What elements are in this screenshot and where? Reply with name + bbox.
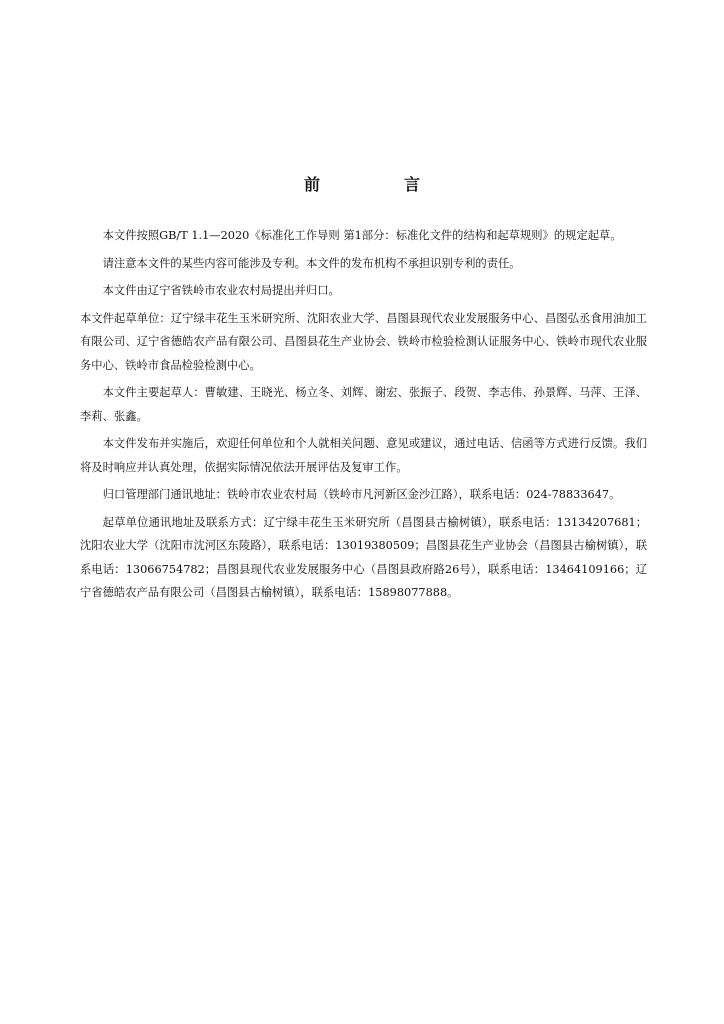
paragraph-drafting-units: 本文件起草单位：辽宁绿丰花生玉米研究所、沈阳农业大学、昌图县现代农业发展服务中心、昌图弘丞食用油加工有限公司、辽宁省德皓农产品有限公司、昌图县花生产业协会、铁岭市检验检测认证服务中心、铁岭市现代农业服务中心、铁岭市食品检验检测中心。 — [80, 311, 647, 372]
paragraph-authority-contact: 归口管理部门通讯地址：铁岭市农业农村局（铁岭市凡河新区金沙江路），联系电话：024-78833647。 — [102, 488, 621, 501]
paragraph-drafters: 本文件主要起草人：曹敏建、王晓光、杨立冬、刘辉、谢宏、张振子、段贺、李志伟、孙景辉、马萍、王泽、李莉、张鑫。 — [80, 386, 647, 423]
paragraph-feedback: 本文件发布并实施后，欢迎任何单位和个人就相关问题、意见或建议，通过电话、信函等方式进行反馈。我们将及时响应并认真处理，依据实际情况依法开展评估及复审工作。 — [80, 437, 647, 474]
paragraph-drafter-contacts: 起草单位通讯地址及联系方式：辽宁绿丰花生玉米研究所（昌图县古榆树镇），联系电话：13134207681；沈阳农业大学（沈阳市沈河区东陵路），联系电话：13019380509；昌图县花生产业协会（昌图县古榆树镇），联系电话：13066754782；昌图县现代农业发展服务中心（昌图县政府路26号），联系电话：13464109166；辽宁省德皓农产品有限公司（昌图县古榆树镇），联系电话：15898077888。 — [80, 515, 647, 599]
document-body — [80, 224, 647, 609]
paragraph-proposer: 本文件由辽宁省铁岭市农业农村局提出并归口。 — [102, 284, 340, 297]
paragraph-drafting-rules: 本文件按照GB/T 1.1—2020《标准化工作导则 第1部分：标准化文件的结构和起草规则》的规定起草。 — [102, 229, 622, 242]
paragraph-patent-notice: 请注意本文件的某些内容可能涉及专利。本文件的发布机构不承担识别专利的责任。 — [102, 256, 521, 270]
page-title: 前 言 — [303, 175, 454, 194]
